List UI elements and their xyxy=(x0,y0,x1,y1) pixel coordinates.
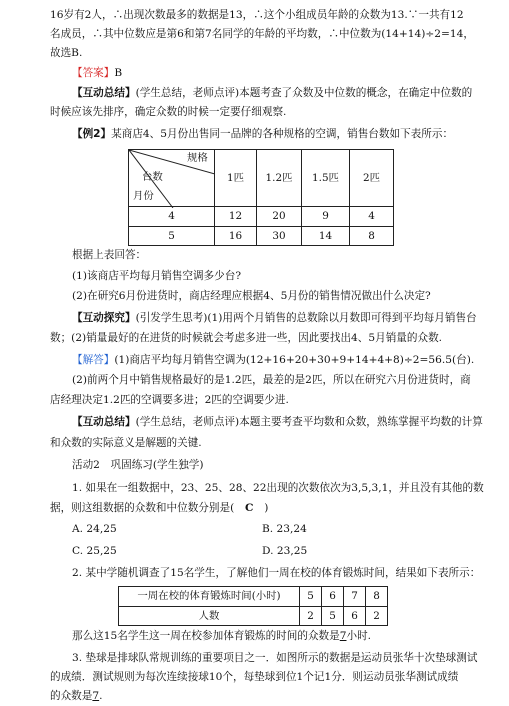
solution-line1 xyxy=(72,351,475,370)
table-cell: 5 xyxy=(322,606,344,626)
column-header: 1.2匹 xyxy=(257,150,302,207)
answer-label: 【答案】 xyxy=(72,67,115,79)
row-month: 4 xyxy=(129,207,215,227)
table-cell: 20 xyxy=(257,207,302,227)
problem3-line3 xyxy=(50,687,469,706)
summary1-label: 【互动总结】 xyxy=(72,87,136,99)
problem2-answer: 7 xyxy=(339,630,347,642)
exercise-table xyxy=(118,586,388,626)
table-cell: 16 xyxy=(215,226,257,246)
questions-intro: 根据上表回答： xyxy=(72,249,147,261)
problem1-line1: 1. 如果在一组数据中，23、25、28、22出现的次数依次为3,5,3,1，并且没有其他的数 xyxy=(72,482,484,494)
problem1-stem: 据，则这组数据的众数和中位数分别是( xyxy=(50,502,235,514)
column-header: 1.5匹 xyxy=(302,150,350,207)
problem3-stem: 的众数是 xyxy=(50,690,93,702)
table-cell: 6 xyxy=(344,606,366,626)
row-month: 5 xyxy=(129,226,215,246)
table-row xyxy=(119,606,388,626)
paragraph1-line2: 名成员，∴其中位数应是第6和第7名同学的年龄的平均数，∴中位数为(14+14)÷2=14， xyxy=(50,28,474,40)
table-cell: 14 xyxy=(302,226,350,246)
solution-label: 【解答】 xyxy=(72,354,115,366)
solution-line2: (2)前两个月中销售规格最好的是1.2匹，最差的是2匹，所以在研究六月份进货时，商 xyxy=(72,374,471,386)
activity-title: 活动2 巩固练习(学生独学) xyxy=(72,459,204,471)
problem1-line2 xyxy=(50,499,469,518)
explore-line1 xyxy=(72,309,477,328)
example2-label: 【例2】 xyxy=(72,128,112,140)
row-label: 人数 xyxy=(119,606,300,626)
table-cell: 7 xyxy=(344,587,366,607)
example2-heading xyxy=(72,125,469,144)
problem2-line2 xyxy=(72,627,469,646)
diagonal-header-cell xyxy=(129,150,215,207)
row-label: 一周在校的体育锻炼时间(小时) xyxy=(119,587,300,607)
table-cell: 12 xyxy=(215,207,257,227)
solution-line3: 店经理决定1.2匹的空调要多进；2匹的空调要少进. xyxy=(50,394,289,406)
option-a: A. 24,25 xyxy=(72,523,117,535)
question-1: (1)该商店平均每月销售空调多少台? xyxy=(72,270,241,282)
option-b: B. 23,24 xyxy=(262,523,307,535)
problem3-period: . xyxy=(99,690,103,702)
question-2: (2)在研究6月份进货时，商店经理应根据4、5月份的销售情况做出什么决定? xyxy=(72,290,431,302)
table-cell: 6 xyxy=(322,587,344,607)
sales-table xyxy=(128,149,394,246)
problem1-answer: C xyxy=(245,502,254,514)
example2-text: 某商店4、5月份出售同一品牌的各种规格的空调，销售台数如下表所示： xyxy=(111,128,454,140)
table-cell: 9 xyxy=(302,207,350,227)
header-month: 月份 xyxy=(133,190,154,202)
table-cell: 8 xyxy=(350,226,394,246)
answer1 xyxy=(72,64,469,83)
paragraph1-line1: 16岁有2人，∴出现次数最多的数据是13，∴这个小组成员年龄的众数为13.∵一共有12 xyxy=(50,9,464,21)
summary2-label: 【互动总结】 xyxy=(72,416,136,428)
summary1-line2: 时候应该先排序，确定众数的时候一定要仔细观察. xyxy=(50,106,287,118)
table-cell: 30 xyxy=(257,226,302,246)
table-row xyxy=(119,587,388,607)
option-c: C. 25,25 xyxy=(72,545,117,557)
problem2-stem: 那么这15名学生这一周在校参加体育锻炼的时间的众数是 xyxy=(72,630,340,642)
explore-label: 【互动探究】 xyxy=(72,312,136,324)
table-cell: 2 xyxy=(366,606,388,626)
table-cell: 4 xyxy=(350,207,394,227)
paragraph1-line3: 故选B. xyxy=(50,47,83,59)
header-spec: 规格 xyxy=(187,152,208,164)
table-row xyxy=(129,226,394,246)
problem3-line2: 的成绩．测试规则为每次连续接球10个，每垫球到位1个记1分．则运动员张华测试成绩 xyxy=(50,671,459,683)
summary2-text: (学生总结，老师点评)本题主要考查平均数和众数，熟练掌握平均数的计算 xyxy=(135,416,483,428)
table-row xyxy=(129,207,394,227)
column-header: 1匹 xyxy=(215,150,257,207)
explore-line2: 数；(2)销量最好的在进货的时候就会考虑多进一些，因此要找出4、5月销量的众数. xyxy=(50,332,443,344)
summary1-text: (学生总结，老师点评)本题考查了众数及中位数的概念，在确定中位数的 xyxy=(135,87,473,99)
problem3-line1: 3. 垫球是排球队常规训练的重要项目之一．如图所示的数据是运动员张华十次垫球测试 xyxy=(72,652,478,664)
problem1-close-paren: ) xyxy=(264,502,269,514)
explore-text: (引发学生思考)(1)用两个月销售的总数除以月数即可得到平均每月销售台 xyxy=(135,312,477,324)
option-d: D. 23,25 xyxy=(262,545,308,557)
summary2-line1 xyxy=(72,413,483,432)
summary1-line1 xyxy=(72,84,473,103)
table-cell: 8 xyxy=(366,587,388,607)
summary2-line2: 和众数的实际意义是解题的关键. xyxy=(50,437,202,449)
table-cell: 5 xyxy=(300,587,322,607)
table-cell: 2 xyxy=(300,606,322,626)
problem3-answer: 7 xyxy=(92,690,100,702)
problem2-line1: 2. 某中学随机调查了15名学生，了解他们一周在校的体育锻炼时间，结果如下表所示： xyxy=(72,567,481,579)
solution-text: (1)商店平均每月销售空调为(12+16+20+30+9+14+4+8)÷2=56.5(台). xyxy=(114,354,475,366)
answer-value: B xyxy=(114,67,123,79)
column-header: 2匹 xyxy=(350,150,394,207)
problem2-unit: 小时. xyxy=(346,630,372,642)
header-count: 台数 xyxy=(142,171,163,183)
